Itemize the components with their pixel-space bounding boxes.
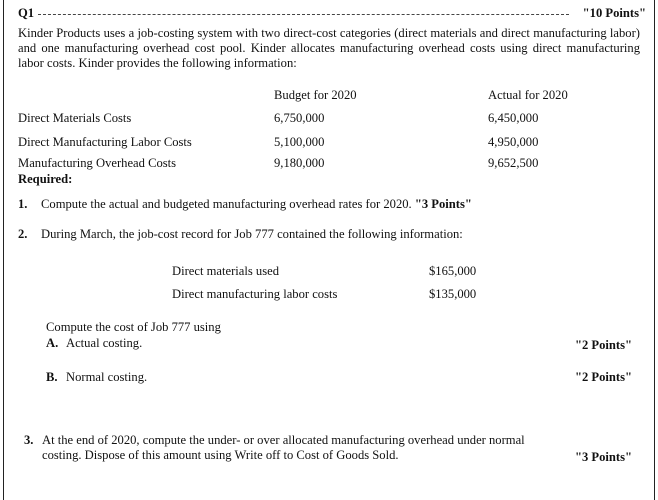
row-actual-overhead: 9,652,500 [488,156,539,170]
actual-column-header: Actual for 2020 [488,88,568,102]
question-page [3,0,655,500]
row-budget-materials: 6,750,000 [274,111,325,125]
q3-points: "3 Points" [574,450,632,464]
intro-paragraph: Kinder Products uses a job-costing system with two direct-cost categories (direct materials and direct manufacturing labor) and one manufacturing overhead cost pool. Kinder allocates manufacturing overhead costs using direct manufacturing labor costs. Kinder provides the following information: [18,26,640,71]
budget-column-header: Budget for 2020 [274,88,357,102]
row-actual-materials: 6,450,000 [488,111,539,125]
q3-line1: At the end of 2020, compute the under- or over allocated manufacturing overhead under normal [42,433,525,447]
row-label-labor: Direct Manufacturing Labor Costs [18,135,192,149]
header-divider [38,14,569,15]
row-label-materials: Direct Materials Costs [18,111,132,125]
row-label-overhead: Manufacturing Overhead Costs [18,156,177,170]
q1-text [41,197,472,212]
q2-text: During March, the job-cost record for Job 777 contained the following information: [41,227,463,241]
required-heading: Required: [18,172,73,186]
q2-a-points: "2 Points" [574,338,632,352]
q2-a-text: Actual costing. [66,336,143,350]
q2-item-materials-label: Direct materials used [172,264,280,278]
q2-item-materials-value: $165,000 [429,264,477,278]
q1-points: "3 Points" [414,197,472,211]
q2-item-labor-value: $135,000 [429,287,477,301]
q2-b-points: "2 Points" [574,370,632,384]
q2-compute-line: Compute the cost of Job 777 using [46,320,221,334]
q2-a-label: A. [46,336,59,350]
q1-text-body: Compute the actual and budgeted manufacturing overhead rates for 2020. [41,197,412,211]
q2-b-text: Normal costing. [66,370,148,384]
q2-number: 2. [18,227,28,241]
question-number: Q1 [18,6,35,20]
q3-number: 3. [24,433,34,447]
question-points: "10 Points" [582,6,646,20]
q1-number: 1. [18,197,28,211]
row-budget-labor: 5,100,000 [274,135,325,149]
q2-item-labor-label: Direct manufacturing labor costs [172,287,338,301]
q2-b-label: B. [46,370,58,384]
q3-line2: costing. Dispose of this amount using Write off to Cost of Goods Sold. [42,448,399,462]
row-actual-labor: 4,950,000 [488,135,539,149]
row-budget-overhead: 9,180,000 [274,156,325,170]
